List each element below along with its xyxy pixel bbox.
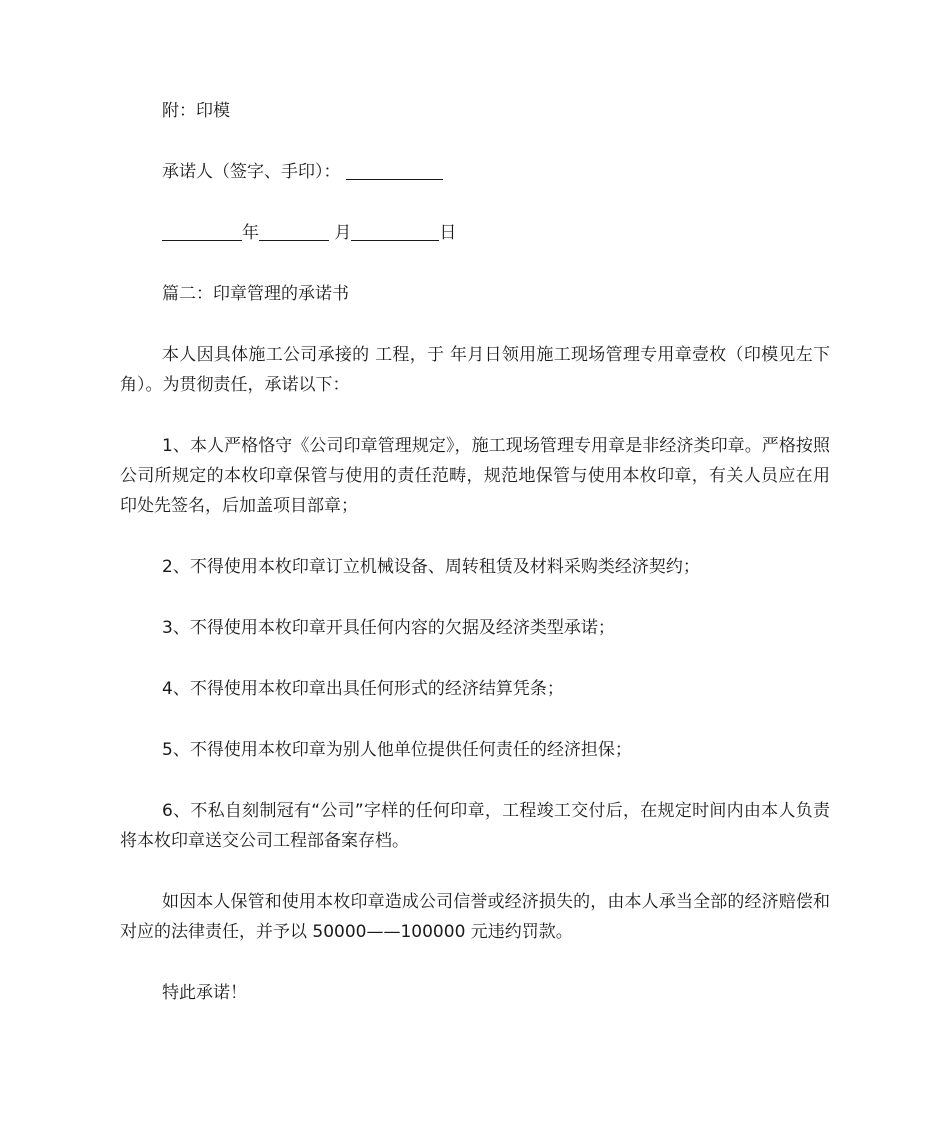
day-label: 日	[439, 223, 457, 243]
closing-line: 特此承诺！	[162, 983, 247, 1003]
signature-blank	[346, 161, 443, 180]
section-title: 篇二：印章管理的承诺书	[162, 284, 349, 304]
day-blank	[351, 222, 439, 241]
commitment-item: 4、不得使用本枚印章出具任何形式的经济结算凭条；	[162, 679, 564, 699]
document-body	[120, 96, 830, 1039]
signer-label: 承诺人（签字、手印）：	[162, 162, 341, 182]
month-blank	[259, 222, 329, 241]
attachment-line: 附：印模	[162, 101, 230, 121]
commitment-item: 5、不得使用本枚印章为别人他单位提供任何责任的经济担保；	[162, 740, 632, 760]
month-label: 月	[334, 223, 352, 243]
signer-line	[120, 157, 830, 187]
liability-paragraph: 如因本人保管和使用本枚印章造成公司信誉或经济损失的，由本人承当全部的经济赔偿和对应的法律责任，并予以 50000——100000 元违约罚款。	[120, 892, 830, 942]
intro-paragraph: 本人因具体施工公司承接的 工程，于 年月日领用施工现场管理专用章壹枚（印模见左下角）。为贯彻责任，承诺以下：	[120, 345, 830, 395]
year-blank	[162, 222, 242, 241]
commitment-item: 2、不得使用本枚印章订立机械设备、周转租赁及材料采购类经济契约；	[162, 557, 700, 577]
commitment-item: 6、不私自刻制冠有“公司”字样的任何印章，工程竣工交付后，在规定时间内由本人负责将本枚印章送交公司工程部备案存档。	[120, 801, 830, 851]
date-line	[120, 218, 830, 248]
commitment-item: 3、不得使用本枚印章开具任何内容的欠据及经济类型承诺；	[162, 618, 615, 638]
year-label: 年	[242, 223, 259, 243]
commitment-item: 1、本人严格恪守《公司印章管理规定》，施工现场管理专用章是非经济类印章。严格按照公司所规定的本枚印章保管与使用的责任范畴，规范地保管与使用本枚印章，有关人员应在用印处先签名，后加盖项目部章；	[120, 436, 830, 516]
